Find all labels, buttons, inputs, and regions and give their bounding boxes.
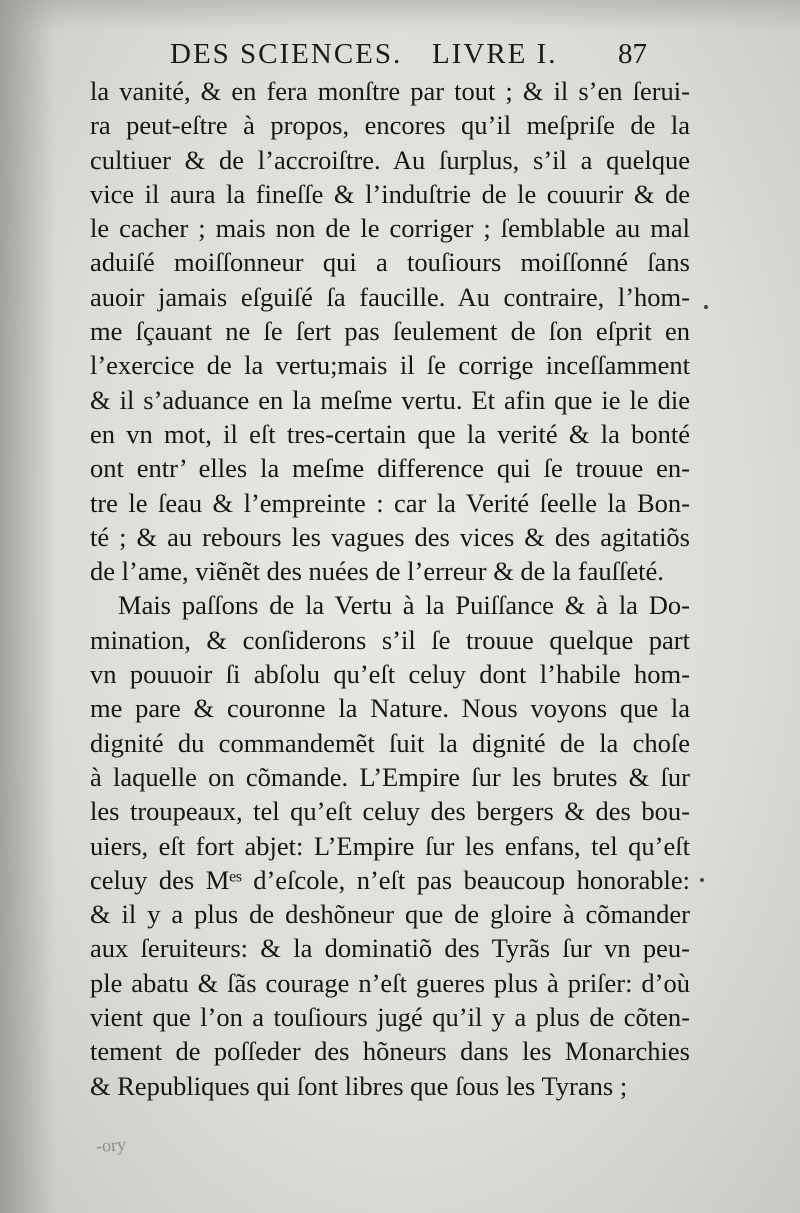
running-title: DES SCIENCES.: [170, 38, 403, 70]
text-line: tre le ſeau & l’empreinte : car la Verité ſeelle la Bon-: [90, 487, 690, 518]
page-header: [170, 38, 690, 78]
text-line: aux ſeruiteurs: & la dominatiõ des Tyrãs ſur vn peu-: [90, 933, 690, 964]
page-number: 87: [618, 38, 647, 70]
text-line: vient que l’on a touſiours jugé qu’il y a plus de cõten-: [90, 1002, 690, 1033]
book-label: LIVRE I.: [432, 38, 558, 70]
text-line: l’exercice de la vertu;mais il ſe corrige inceſſamment: [90, 350, 690, 381]
text-line: auoir jamais eſguiſé ſa faucille. Au contraire, l’hom-: [90, 281, 690, 312]
text-line: le cacher ; mais non de le corriger ; ſemblable au mal: [90, 213, 690, 244]
text-line: me pare & couronne la Nature. Nous voyons que la: [90, 693, 690, 724]
text-line: té ; & au rebours les vagues des vices & des agitatiõs: [90, 521, 690, 552]
text-line: aduiſé moiſſonneur qui a touſiours moiſſonné ſans: [90, 247, 690, 278]
text-line: mination, & conſiderons s’il ſe trouue quelque part: [90, 624, 690, 655]
text-line: vice il aura la fineſſe & l’induſtrie de le couurir & de: [90, 178, 690, 209]
text-line: la vanité, & en fera monſtre par tout ; & il s’en ſerui-: [90, 76, 690, 106]
margin-note: -ory: [95, 1133, 127, 1157]
text-line: ont entr’ elles la meſme difference qui ſe trouue en-: [90, 453, 690, 484]
text-line: de l’ame, viẽnẽt des nuées de l’erreur & de la fauſſeté.: [90, 556, 664, 587]
text-line: ra peut-eſtre à propos, encores qu’il meſpriſe de la: [90, 110, 690, 141]
top-edge-shadow: [0, 0, 800, 30]
text-line: les troupeaux, tel qu’eſt celuy des bergers & des bou-: [90, 796, 690, 827]
text-line: cultiuer & de l’accroiſtre. Au ſurplus, s’il a quelque: [90, 144, 690, 175]
text-line: & Republiques qui ſont libres que ſous les Tyrans ;: [90, 1070, 628, 1101]
text-line: dignité du commandemẽt ſuit la dignité de la choſe: [90, 727, 690, 758]
text-line: celuy des Mᵉˢ d’eſcole, n’eſt pas beaucoup honorable:: [90, 864, 690, 895]
text-line: tement de poſſeder des hõneurs dans les Monarchies: [90, 1036, 690, 1067]
text-line: uiers, eſt fort abjet: L’Empire ſur les enfans, tel qu’eſt: [90, 830, 690, 861]
text-line: me ſçauant ne ſe ſert pas ſeulement de ſon eſprit en: [90, 316, 690, 347]
text-line: Mais paſſons de la Vertu à la Puiſſance & à la Do-: [118, 590, 690, 621]
text-line: à laquelle on cõmande. L’Empire ſur les brutes & ſur: [90, 761, 690, 792]
text-line: & il y a plus de deshõneur que de gloire à cõmander: [90, 899, 690, 930]
margin-mark: [704, 305, 708, 309]
body-text: [90, 74, 690, 1154]
text-line: & il s’aduance en la meſme vertu. Et afin que ie le die: [90, 384, 690, 415]
text-line: vn pouuoir ſi abſolu qu’eſt celuy dont l’habile hom-: [90, 659, 690, 690]
margin-mark: [700, 878, 704, 882]
gutter-shadow: [0, 0, 55, 1213]
text-line: en vn mot, il eſt tres-certain que la verité & la bonté: [90, 418, 690, 449]
text-line: ple abatu & ſãs courage n’eſt gueres plus à priſer: d’où: [90, 967, 690, 998]
